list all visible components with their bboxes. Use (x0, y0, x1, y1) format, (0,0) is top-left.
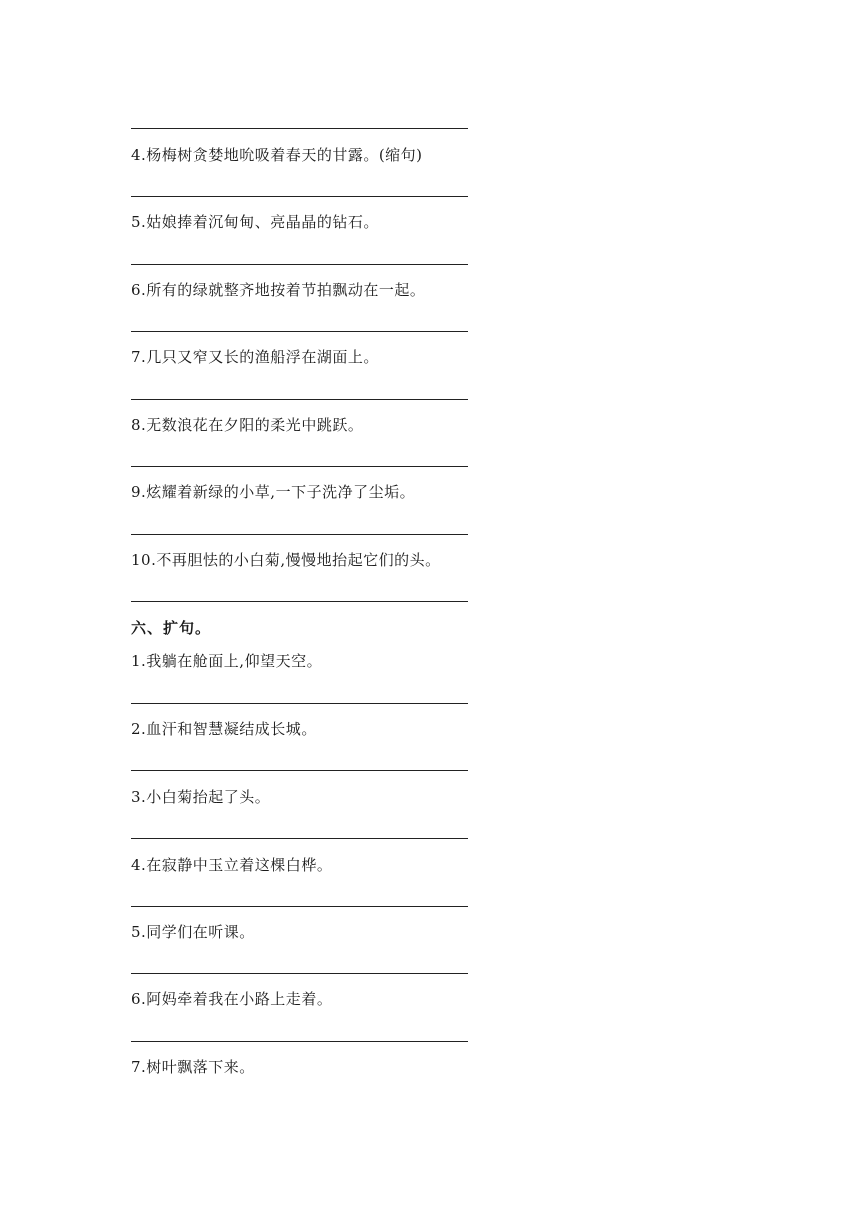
answer-line[interactable] (131, 906, 468, 907)
answer-line[interactable] (131, 128, 468, 129)
answer-line[interactable] (131, 466, 468, 467)
question-item-8: 8.无数浪花在夕阳的柔光中跳跃。 (131, 416, 364, 434)
expand-item-1: 1.我躺在舱面上,仰望天空。 (131, 652, 323, 670)
answer-line[interactable] (131, 838, 468, 839)
answer-line[interactable] (131, 703, 468, 704)
answer-line[interactable] (131, 331, 468, 332)
section-heading: 六、扩句。 (131, 619, 212, 637)
answer-line[interactable] (131, 1041, 468, 1042)
expand-item-4: 4.在寂静中玉立着这棵白桦。 (131, 856, 333, 874)
question-item-7: 7.几只又窄又长的渔船浮在湖面上。 (131, 348, 379, 366)
answer-line[interactable] (131, 264, 468, 265)
question-item-4: 4.杨梅树贪婪地吮吸着春天的甘露。(缩句) (131, 146, 423, 164)
expand-item-2: 2.血汗和智慧凝结成长城。 (131, 720, 317, 738)
answer-line[interactable] (131, 973, 468, 974)
question-item-5: 5.姑娘捧着沉甸甸、亮晶晶的钻石。 (131, 213, 379, 231)
expand-item-6: 6.阿妈牵着我在小路上走着。 (131, 990, 333, 1008)
answer-line[interactable] (131, 534, 468, 535)
question-item-9: 9.炫耀着新绿的小草,一下子洗净了尘垢。 (131, 483, 416, 501)
answer-line[interactable] (131, 770, 468, 771)
expand-item-5: 5.同学们在听课。 (131, 923, 255, 941)
answer-line[interactable] (131, 399, 468, 400)
question-item-6: 6.所有的绿就整齐地按着节拍飘动在一起。 (131, 281, 426, 299)
expand-item-3: 3.小白菊抬起了头。 (131, 788, 271, 806)
question-item-10: 10.不再胆怯的小白菊,慢慢地抬起它们的头。 (131, 551, 441, 569)
answer-line[interactable] (131, 196, 468, 197)
expand-item-7: 7.树叶飘落下来。 (131, 1058, 255, 1076)
answer-line[interactable] (131, 601, 468, 602)
